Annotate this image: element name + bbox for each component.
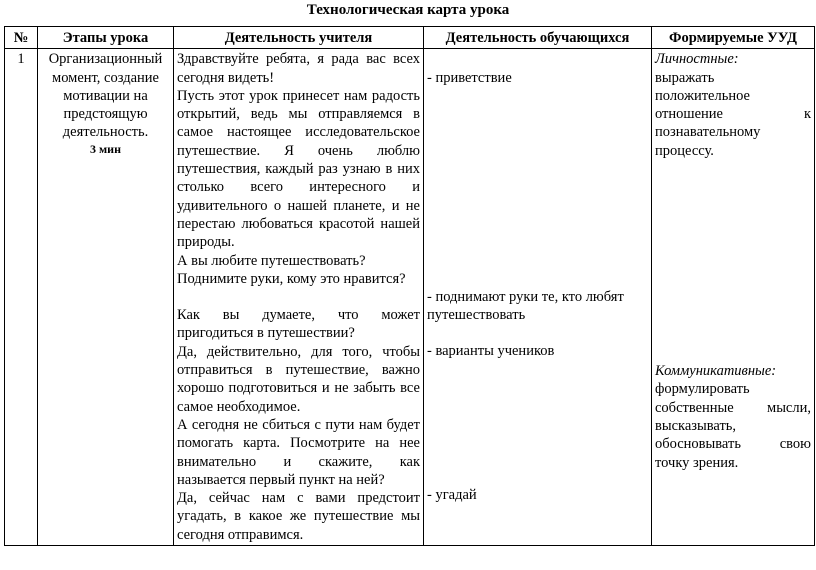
student-activity-3: - варианты учеников — [427, 343, 555, 360]
uud-comm-text: формулировать собственные мысли, высказывать, обосновывать свою точку зрения. — [655, 381, 811, 471]
student-activity-1: - приветствие — [427, 70, 512, 87]
page-title: Технологическая карта урока — [306, 2, 510, 18]
header-num: № — [5, 27, 38, 49]
table-header-row — [5, 27, 815, 49]
stage-text: Организационный момент, создание мотивации на предстоящую деятельность. — [48, 51, 163, 141]
header-students: Деятельность обучающихся — [424, 27, 652, 49]
table-row — [5, 49, 815, 546]
header-stage: Этапы урока — [38, 27, 174, 49]
teacher-cell — [174, 49, 424, 546]
students-cell — [424, 49, 652, 546]
uud-personal-text: выражать положительное отношение к познавательному процессу. — [655, 69, 811, 159]
stage-time: 3 мин — [89, 141, 121, 156]
uud-comm-label: Коммуникативные: — [655, 363, 777, 380]
header-teacher: Деятельность учителя — [174, 27, 424, 49]
lesson-map-table — [4, 26, 815, 546]
stage-cell — [38, 49, 174, 546]
teacher-question-2: Поднимите руки, кому это нравится? — [177, 270, 406, 287]
teacher-explanation: Да, действительно, для того, чтобы отправиться в путешествие, важно хорошо подготовиться и не забыть все самое необходимое. — [177, 343, 420, 415]
teacher-guess: Да, сейчас нам с вами предстоит угадать, в какое же путешествие мы сегодня отправимся. — [177, 490, 420, 543]
row-num: 1 — [5, 49, 38, 546]
teacher-intro: Пусть этот урок принесет нам радость открытий, ведь мы отправляемся в самое настоящее исследовательское путешествие. Я очень люблю путешествия, каждый раз узнаю в них столько всего интересного и удивительного о нашей планете, и не перестаю любоваться красотой нашей природы. — [177, 87, 420, 251]
uud-personal-label: Личностные: — [655, 51, 739, 68]
uud-cell — [652, 49, 815, 546]
teacher-greeting: Здравствуйте ребята, я рада вас всех сегодня видеть! — [177, 51, 420, 86]
header-uud: Формируемые УУД — [652, 27, 815, 49]
student-activity-2: - поднимают руки те, кто любят путешествовать — [427, 288, 624, 323]
teacher-question-3: Как вы думаете, что может пригодиться в путешествии? — [177, 307, 420, 342]
student-activity-4: - угадай — [427, 487, 477, 504]
teacher-question-1: А вы любите путешествовать? — [177, 252, 366, 269]
teacher-map: А сегодня не сбиться с пути нам будет помогать карта. Посмотрите на нее внимательно и скажите, как называется первый пункт на ней? — [177, 416, 420, 488]
